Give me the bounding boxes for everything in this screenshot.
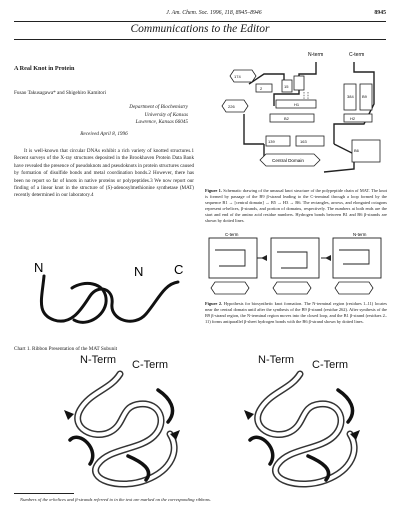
left-ribbon-c-term: C-Term [132,359,169,371]
figure2-caption [205,301,387,325]
article-body [14,148,194,200]
figure2-drawing [205,230,387,298]
left-ribbon [64,374,180,484]
residue-label: 163 [300,139,307,144]
figure2-caption-text: Hypothesis for biosynthetic knot formation. The N-terminal region (residues 1–11) locates near the central domain until after the synthesis of the B9 β-strand (residue 262). After synthesis of the B9 β-strand region, the N-terminal region moves into the closed loop, and the B1 β-strand (residues 2–11) forms antiparallel β-sheet hydrogen bonds with the B6 β-strand shown by dotted lines. [205,301,387,324]
central-domain-label: Central Domain [272,158,304,163]
affiliation-line: University of Kansas [144,111,188,118]
residue-label: 139 [268,139,275,144]
residue-label: 226 [228,104,235,109]
received-date: Received April 8, 1996 [80,131,128,137]
figure1-caption-text: Schematic drawing of the unusual knot structure of the polypeptide chain of MAT. The knot is formed by passage of the B9 β-strand leading to the C-terminal through a loop formed by the sequence B1 → [central domain] → B5 → H3 → B6. The rectangles, arrows, and elongated octagons represent α-helices, β-strands, and portion of domains, respectively. The numbers at both ends are the start and end of the amino acid residue numbers. Hydrogen bonds between B1 and B6 β-strands are shown by dotted lines. [205,188,387,223]
page-number: 8945 [374,10,386,16]
residue-label: 174 [234,74,241,79]
journal-citation: J. Am. Chem. Soc. 1996, 118, 8945–8946 [166,10,262,16]
knot-n-label: N [34,260,44,275]
figure1-caption-label: Figure 1. [205,188,222,193]
footnote-rule [14,493,74,494]
residue-label: B6 [354,148,359,153]
knot-sketch [14,258,200,342]
ribbon-stereo-pair [30,370,390,494]
body-paragraph: It is well-known that circular DNAs exhibit a rich variety of knotted structures.1 Recent surveys of the X-ray structures deposited in the Brookhaven Protein Data Bank have revealed the presence of pseudoknots and pseudoknots in protein structures caused by formation of disulfide bonds and metal coordination bonds.2 However, there has been no report so far of knots in native proteins or polypeptides.3 We now report our finding of a linear knot in the structure of (S)-adenosylmethionine synthetase (MAT) recently determined in our laboratory.4 [14,148,194,199]
figure1-schematic [204,44,390,184]
knot-n2-label: N [134,264,144,279]
article-title: A Real Knot in Protein [14,65,75,72]
residue-label: 15 [284,84,289,89]
domain-octagon [222,100,248,112]
header-rule-top [14,21,386,22]
figure1-caption [205,188,387,224]
affiliation-line: Lawrence, Kansas 66045 [135,119,188,126]
residue-label: B9 [362,94,367,99]
residue-label: B2 [284,116,289,121]
figure1-c-term-label: C-term [349,52,365,58]
left-ribbon-n-term: N-Term [80,354,117,366]
affiliation [118,104,188,127]
figure2-c-term-label: C-term [225,232,239,237]
residue-label: H2 [350,116,356,121]
chart1-title: Chart 1. Ribbon Presentation of the MAT Subunit [14,346,118,352]
affiliation-line: Department of Biochemistry [129,104,188,110]
residue-label: 384 [347,94,354,99]
figure2-n-term-label: N-term [353,232,367,237]
figure2-caption-label: Figure 2. [205,301,223,306]
right-ribbon-n-term: N-Term [258,354,295,366]
header-rule-bottom [14,39,386,40]
residue-label: H1 [294,102,300,107]
section-title: Communications to the Editor [130,23,270,35]
footnote: Numbers of the α-helices and β-strands referred to in the text are marked on the corresponding ribbons. [20,497,211,502]
residue-label: 2 [260,86,263,91]
article-authors: Fusao Takusagawa* and Shigehiro Kamitori [14,90,107,96]
right-ribbon-c-term: C-Term [312,359,349,371]
right-ribbon [244,374,360,484]
knot-c-label: C [174,262,184,277]
figure1-n-term-label: N-term [308,52,324,58]
